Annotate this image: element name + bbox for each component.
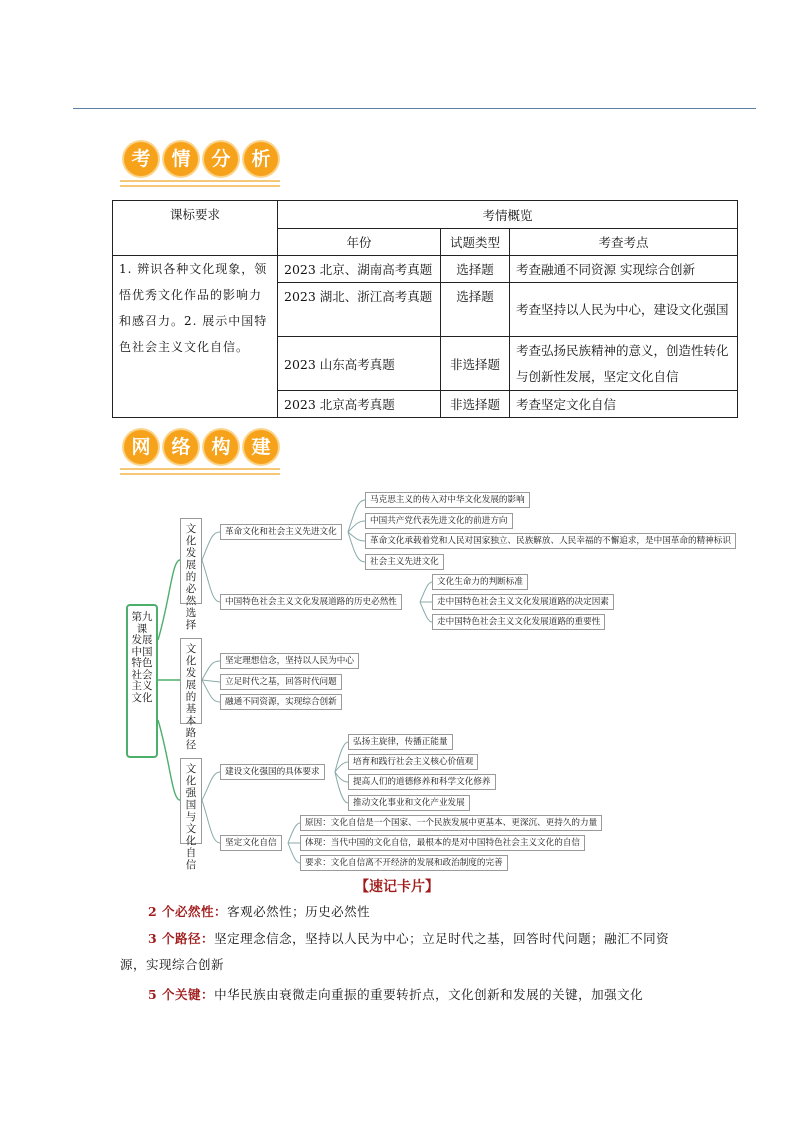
- node-cultural-confidence: 坚定文化自信: [220, 835, 282, 851]
- node-culture-power-requirements: 建设文化强国的具体要求: [220, 764, 325, 780]
- banner-char: 情: [164, 142, 198, 176]
- leaf: 推动文化事业和文化产业发展: [348, 795, 470, 811]
- leaf: 要求：文化自信离不开经济的发展和政治制度的完善: [300, 855, 508, 871]
- branch-inevitable-choice: 文化发展的必然选择: [180, 518, 202, 604]
- leaf: 提高人们的道德修养和科学文化修养: [348, 774, 496, 790]
- subheader-point: 考查考点: [510, 229, 738, 256]
- leaf: 社会主义先进文化: [365, 554, 444, 570]
- quick-note-item: [120, 926, 680, 978]
- network-build-banner: [120, 428, 280, 476]
- header-requirements: 课标要求: [113, 201, 278, 256]
- row-point: 考查弘扬民族精神的意义，创造性转化与创新性发展，坚定文化自信: [510, 337, 738, 391]
- leaf: 培育和践行社会主义核心价值观: [348, 754, 478, 770]
- row-point: 考查坚持以人民为中心，建设文化强国: [510, 283, 738, 337]
- banner-char: 络: [164, 430, 198, 464]
- header-rule: [73, 108, 756, 109]
- branch-basic-path: 文化发展的基本路径: [180, 638, 202, 724]
- leaf: 走中国特色社会主义文化发展道路的决定因素: [432, 594, 614, 610]
- mindmap-root: 第九课 发展中国特色社会主义文化: [126, 604, 158, 758]
- header-overview: 考情概览: [278, 201, 738, 229]
- leaf: 立足时代之基，回答时代问题: [220, 674, 342, 690]
- banner-char: 分: [204, 142, 238, 176]
- row-year: 2023 湖北、浙江高考真题: [278, 283, 441, 337]
- node-revolutionary-culture: 革命文化和社会主义先进文化: [220, 524, 342, 540]
- subheader-type: 试题类型: [441, 229, 510, 256]
- quick-note-text: 中华民族由衰微走向重振的重要转折点，文化创新和发展的关键，加强文化: [214, 987, 644, 1002]
- banner-char: 析: [244, 142, 278, 176]
- branch-culture-power: 文化强国与文化自信: [180, 758, 202, 844]
- row-point: 考查融通不同资源 实现综合创新: [510, 256, 738, 283]
- banner-char: 建: [244, 430, 278, 464]
- row-type: 选择题: [441, 283, 510, 337]
- row-year: 2023 北京高考真题: [278, 391, 441, 418]
- leaf: 革命文化承载着党和人民对国家独立、民族解放、人民幸福的不懈追求，是中国革命的精神标识: [365, 533, 736, 549]
- leaf: 原因：文化自信是一个国家、一个民族发展中更基本、更深沉、更持久的力量: [300, 815, 602, 831]
- leaf: 马克思主义的传入对中华文化发展的影响: [365, 492, 530, 508]
- quick-note-text: 客观必然性；历史必然性: [227, 904, 371, 919]
- exam-analysis-banner: [120, 140, 280, 188]
- leaf: 融通不同资源，实现综合创新: [220, 694, 342, 710]
- quick-note-key: 5 个关键：: [148, 987, 215, 1002]
- subheader-year: 年份: [278, 229, 441, 256]
- leaf: 中国共产党代表先进文化的前进方向: [365, 513, 513, 529]
- exam-overview-table: [112, 200, 738, 418]
- quick-note-key: 2 个必然性：: [148, 904, 228, 919]
- leaf: 体现：当代中国的文化自信，最根本的是对中国特色社会主义文化的自信: [300, 835, 585, 851]
- row-type: 选择题: [441, 256, 510, 283]
- banner-char: 网: [124, 430, 158, 464]
- leaf: 走中国特色社会主义文化发展道路的重要性: [432, 614, 605, 630]
- requirements-cell: 1. 辨识各种文化现象，领悟优秀文化作品的影响力和感召力。2. 展示中国特色社会主义文化自信。: [113, 256, 278, 418]
- leaf: 文化生命力的判断标准: [432, 574, 528, 590]
- quick-note-title: 【速记卡片】: [355, 879, 439, 895]
- node-historical-inevitability: 中国特色社会主义文化发展道路的历史必然性: [220, 594, 402, 610]
- row-point: 考查坚定文化自信: [510, 391, 738, 418]
- banner-char: 考: [124, 142, 158, 176]
- banner-char: 构: [204, 430, 238, 464]
- row-type: 非选择题: [441, 337, 510, 391]
- row-type: 非选择题: [441, 391, 510, 418]
- row-year: 2023 北京、湖南高考真题: [278, 256, 441, 283]
- quick-note-key: 3 个路径：: [148, 931, 215, 946]
- row-year: 2023 山东高考真题: [278, 337, 441, 391]
- quick-note-item: [120, 982, 680, 1008]
- leaf: 弘扬主旋律，传播正能量: [348, 734, 453, 750]
- quick-note-text: 坚定理念信念，坚持以人民为中心；立足时代之基，回答时代问题；融汇不同资源，实现综合创新: [120, 931, 670, 972]
- leaf: 坚定理想信念，坚持以人民为中心: [220, 653, 359, 669]
- quick-note-item: [120, 899, 690, 925]
